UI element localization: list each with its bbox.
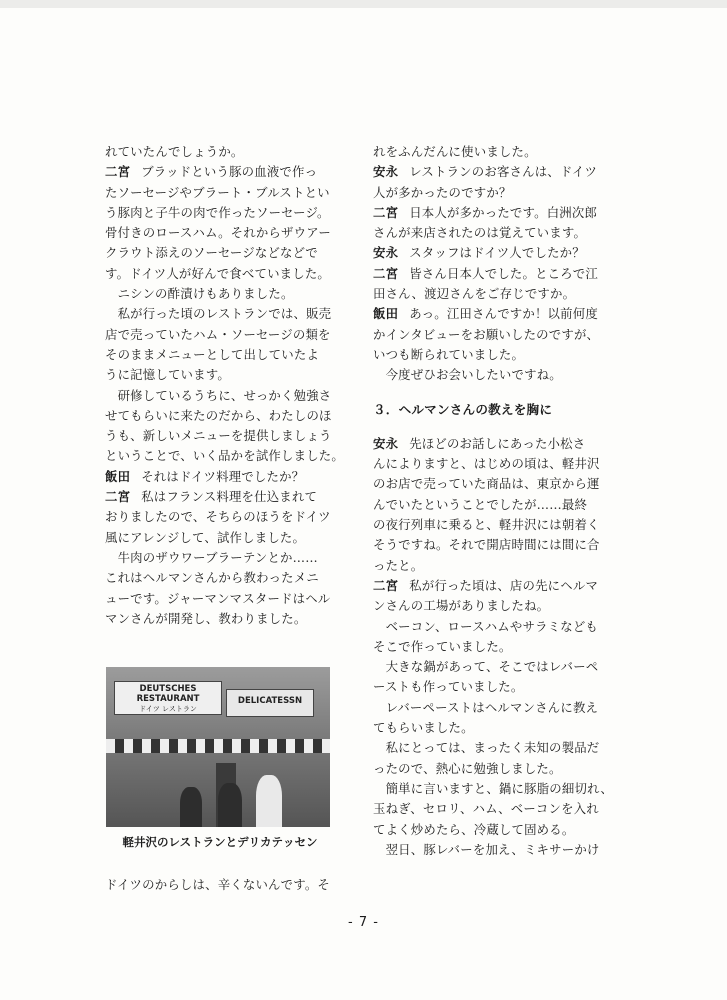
line-text: そこで作っていました。 [373, 638, 512, 654]
text-line [373, 657, 613, 677]
line-text: 風にアレンジして、試作しました。 [105, 529, 306, 545]
line-text: 翌日、豚レバーを加え、ミキサーかけ [373, 841, 600, 857]
line-text: う豚肉と子牛の肉で作ったソーセージ。 [105, 204, 330, 220]
text-line [373, 698, 613, 718]
restaurant-photo [106, 667, 330, 827]
text-line [105, 325, 337, 345]
line-text: てもらいました。 [373, 720, 474, 736]
line-text: レストランのお客さんは、ドイツ [409, 164, 598, 180]
speaker-line [373, 162, 613, 182]
text-line [373, 637, 613, 657]
text-line [105, 203, 337, 223]
line-text: レバーペーストはヘルマンさんに教え [373, 699, 599, 715]
line-text: これはヘルマンさんから教わったメニ [105, 570, 319, 586]
line-text: 牛肉のザウワーブラーテンとか…… [105, 549, 318, 565]
line-text: てよく炒めたら、冷蔵して固める。 [373, 821, 575, 837]
text-line [373, 183, 613, 203]
speaker-line [373, 243, 613, 263]
text-line [105, 345, 337, 365]
speaker-line [105, 487, 337, 507]
line-text: ブラッドという豚の血液で作っ [141, 164, 318, 180]
text-line [373, 820, 613, 840]
line-text: ったので、熱心に勉強しました。 [373, 760, 562, 776]
speaker-name: 飯田 [105, 468, 131, 484]
line-text: そうですね。それで開店時間には間に合 [373, 537, 600, 553]
line-text: ったと。 [373, 557, 424, 573]
line-text: うも、新しいメニューを提供しましょう [105, 428, 332, 444]
line-text: ューです。ジャーマンマスタードはヘル [105, 590, 331, 606]
text-line [105, 142, 337, 162]
speaker-name: 二宮 [373, 265, 399, 281]
line-text: す。ドイツ人が好んで食べていました。 [105, 265, 331, 281]
line-text: うに記憶しています。 [105, 367, 230, 383]
text-line [105, 386, 337, 406]
line-text: 私にとっては、まったく未知の製品だ [373, 740, 600, 756]
line-text: マンさんが開発し、教わりました。 [105, 610, 307, 626]
text-line [105, 507, 337, 527]
speaker-name: 安永 [373, 435, 399, 451]
text-line [373, 454, 613, 474]
text-line [373, 556, 613, 576]
line-text: 人が多かったのですか？ [373, 184, 512, 200]
line-text: 玉ねぎ、セロリ、ハム、ベーコンを入れ [373, 801, 599, 817]
page-number: - 7 - [348, 915, 379, 930]
text-line [373, 474, 613, 494]
text-line [373, 495, 613, 515]
line-text: 田さん、渡辺さんをご存じですか。 [373, 286, 576, 302]
line-text: かインタビューをお願いしたのですが、 [373, 326, 600, 342]
text-line [373, 759, 613, 779]
text-line [105, 365, 337, 385]
line-text: んによりますと、はじめの頃は、軽井沢 [373, 456, 600, 472]
text-line [373, 738, 613, 758]
line-text: 日本人が多かったです。白洲次郎 [409, 204, 598, 220]
text-line [105, 243, 337, 263]
text-line [373, 718, 613, 738]
speaker-line [373, 576, 613, 596]
line-text: 店で売っていたハム・ソーセージの類を [105, 326, 331, 342]
line-text: さんが来店されたのは覚えています。 [373, 225, 587, 241]
text-line [373, 142, 613, 162]
text-line [373, 840, 613, 860]
line-text: ンさんの工場がありましたね。 [373, 598, 550, 614]
text-line [373, 617, 613, 637]
speaker-line [105, 467, 337, 487]
speaker-line [373, 203, 613, 223]
delicatessen-sign: DELICATESSN [226, 689, 314, 717]
line-text: れていたんでしょうか。 [105, 144, 244, 159]
line-text: 今度ぜひお会いしたいですね。 [373, 367, 562, 383]
speaker-name: 飯田 [373, 306, 399, 322]
line-text: 私はフランス料理を仕込まれて [141, 489, 318, 505]
line-text: んでいたということでしたが……最終 [373, 496, 588, 512]
text-line [105, 548, 337, 568]
text-line [105, 183, 337, 203]
text-line [105, 304, 337, 324]
speaker-line [105, 162, 337, 182]
line-text: ーストも作っていました。 [373, 679, 524, 695]
text-line [373, 345, 613, 365]
text-line [105, 223, 337, 243]
line-text: 大きな鍋があって、そこではレバーペ [373, 659, 599, 675]
line-text: おりましたので、そちらのほうをドイツ [105, 509, 331, 525]
line-text: ベーコン、ロースハムやサラミなども [373, 618, 599, 634]
text-line [105, 589, 337, 609]
line-text: ということで、いく品かを試作しました。 [105, 448, 344, 464]
line-text: 先ほどのお話しにあった小松さ [409, 435, 586, 451]
text-line [373, 799, 613, 819]
text-line [373, 365, 613, 385]
text-line [373, 223, 613, 243]
section-heading: ３．ヘルマンさんの教えを胸に [373, 401, 553, 417]
line-text: それはドイツ料理でしたか？ [141, 468, 305, 484]
speaker-name: 二宮 [105, 489, 131, 505]
line-text: のお店で売っていた商品は、東京から運 [373, 476, 600, 492]
line-text: の夜行列車に乗ると、軽井沢には朝着く [373, 517, 600, 533]
speaker-line [373, 304, 613, 324]
line-text: 骨付きのロースハム。それからザウアー [105, 225, 332, 241]
text-line [373, 284, 613, 304]
line-text: 皆さん日本人でした。ところで江 [409, 265, 598, 281]
text-line [373, 779, 613, 799]
line-text: 簡単に言いますと、鍋に豚脂の細切れ、 [373, 780, 613, 796]
speaker-name: 安永 [373, 164, 399, 180]
restaurant-sign: DEUTSCHES RESTAURANT ドイツ レストラン [114, 681, 222, 715]
text-line [105, 406, 337, 426]
text-line [105, 609, 337, 629]
text-line [105, 528, 337, 548]
speaker-name: 安永 [373, 245, 399, 261]
line-text: いつも断られていました。 [373, 346, 525, 362]
line-text: あっ。江田さんですか！以前何度 [409, 306, 598, 322]
speaker-name: 二宮 [105, 164, 131, 180]
photo-caption: 軽井沢のレストランとデリカテッセン [122, 835, 318, 849]
right-column [373, 142, 613, 860]
text-line [373, 596, 613, 616]
speaker-line [373, 264, 613, 284]
text-line [105, 426, 337, 446]
text-line [373, 515, 613, 535]
text-line [105, 284, 337, 304]
line-text: たソーセージやブラート・ブルストとい [105, 184, 330, 200]
speaker-name: 二宮 [373, 204, 399, 220]
text-line [373, 677, 613, 697]
left-column [105, 142, 344, 629]
line-text: ニシンの酢漬けもありました。 [105, 286, 294, 302]
line-text: クラウト添えのソーセージなどなどで [105, 245, 318, 261]
speaker-line [373, 434, 613, 454]
text-line [105, 264, 337, 284]
line-text: 研修しているうちに、せっかく勉強さ [105, 387, 332, 403]
line-text: 私が行った頃のレストランでは、販売 [105, 306, 332, 322]
text-line [373, 325, 613, 345]
line-text: そのままメニューとして出していたよ [105, 346, 320, 362]
speaker-name: 二宮 [373, 577, 399, 593]
line-text: スタッフはドイツ人でしたか？ [409, 245, 585, 261]
left-column-continuation: ドイツのからしは、辛くないんです。そ [105, 877, 331, 892]
text-line [105, 568, 337, 588]
line-text: 私が行った頃は、店の先にヘルマ [409, 577, 599, 593]
line-text: せてもらいに来たのだから、わたしのほ [105, 407, 332, 423]
page-top-edge [0, 0, 727, 8]
text-line [373, 535, 613, 555]
text-line [105, 446, 344, 466]
line-text: れをふんだんに使いました。 [373, 144, 537, 159]
